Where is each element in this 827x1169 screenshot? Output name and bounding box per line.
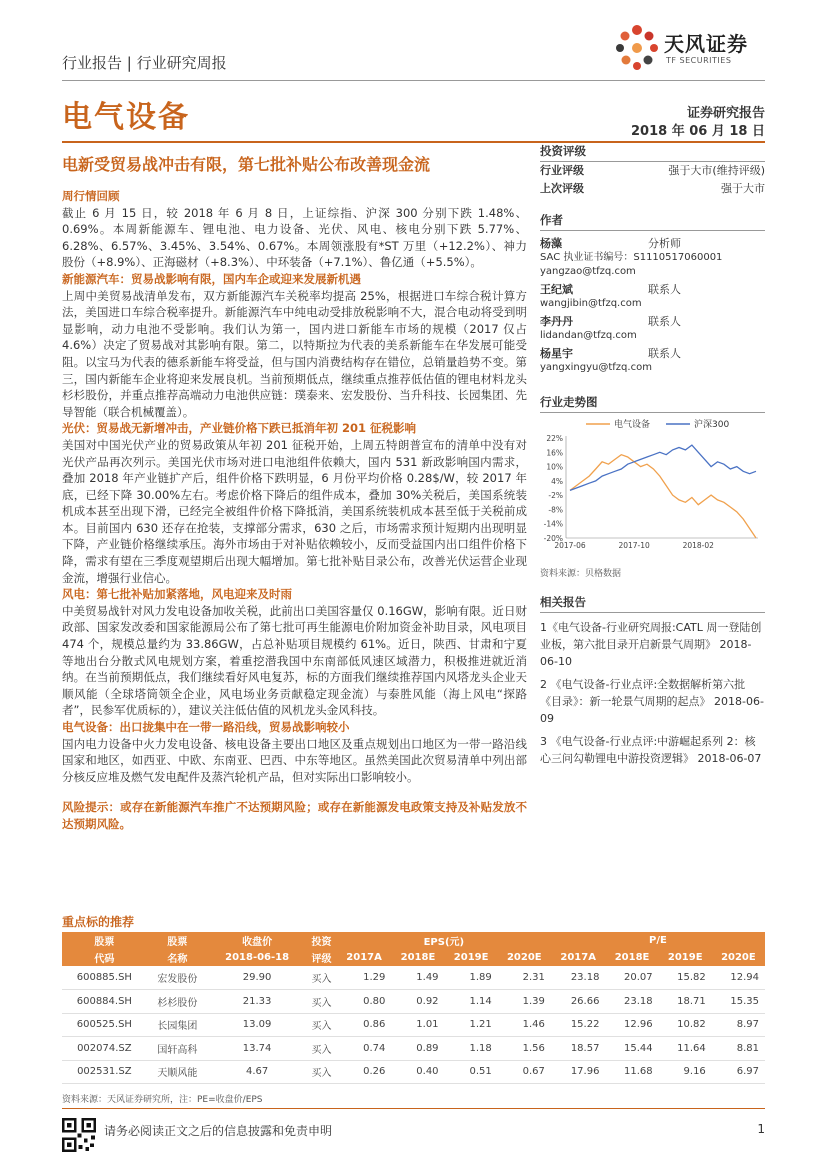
table-row [62, 1037, 765, 1061]
author-email[interactable]: yangxingyu@tfzq.com [540, 362, 652, 373]
related-item[interactable]: 3 《电气设备-行业点评:中游崛起系列 2：核心三问勾勒锂电中游投资逻辑》 2018-06-07 [540, 735, 762, 765]
table-row [62, 1060, 765, 1084]
author-item: 杨星宇 联系人 yangxingyu@tfzq.com [540, 347, 765, 375]
logo-text-en: TF SECURITIES [666, 56, 732, 65]
table-cell: 29.90 [208, 966, 306, 990]
table-cell: 15.22 [551, 1013, 606, 1037]
table-row [62, 990, 765, 1014]
table-cell: 1.56 [498, 1037, 551, 1061]
table-cell: 11.64 [659, 1037, 712, 1061]
table-cell: 15.44 [605, 1037, 658, 1061]
table-cell: 4.67 [208, 1060, 306, 1084]
table-cell: 17.96 [551, 1060, 606, 1084]
trend-title: 行业走势图 [540, 395, 598, 409]
table-cell: 1.49 [391, 966, 444, 990]
trend-box [540, 394, 765, 413]
main-body [62, 188, 527, 833]
table-cell: 11.68 [605, 1060, 658, 1084]
doc-kind: 证券研究报告 [686, 106, 765, 121]
table-cell: 长园集团 [147, 1013, 208, 1037]
disclaimer-notice: 请务必阅读正文之后的信息披露和免责申明 [104, 1124, 333, 1138]
y-tick-label: 16% [546, 448, 563, 458]
table-cell: 国轩高科 [147, 1037, 208, 1061]
header-divider [62, 80, 765, 81]
report-date: 2018 年 06 月 18 日 [631, 124, 765, 139]
table-cell: 宏发股份 [147, 966, 208, 990]
section-title: 风电：第七批补贴加紧落地，风电迎来及时雨 [62, 587, 292, 602]
table-cell: 0.89 [391, 1037, 444, 1061]
table-header-row: 代码 名称 2018-06-18 评级 2017A 2018E 2019E 2020E 2017A 2018E 2019E 2020E [62, 949, 765, 966]
table-cell: 600525.SH [62, 1013, 147, 1037]
table-cell: 1.18 [445, 1037, 498, 1061]
section-title: 电气设备：出口拢集中在一带一路沿线，贸易战影响较小 [62, 720, 350, 734]
table-cell: 1.01 [391, 1013, 444, 1037]
table-row [62, 966, 765, 990]
prev-rating: 上次评级 强于大市 [540, 182, 765, 195]
authors-title: 作者 [540, 213, 563, 227]
section-title: 新能源汽车：贸易战影响有限，国内车企或迎来发展新机遇 [62, 271, 361, 286]
table-cell: 15.82 [659, 966, 712, 990]
table-cell: 18.57 [551, 1037, 606, 1061]
table-cell: 1.21 [445, 1013, 498, 1037]
table-cell: 600884.SH [62, 990, 147, 1014]
table-cell: 8.97 [712, 1013, 765, 1037]
risk-notice: 风险提示：或存在新能源汽车推广不达预期风险；或存在新能源发电政策支持及补贴发放不达预期风险。 [62, 800, 527, 831]
rating-title: 投资评级 [540, 144, 586, 158]
table-cell: 15.35 [712, 990, 765, 1014]
author-email[interactable]: lidandan@tfzq.com [540, 330, 637, 341]
table-cell: 6.97 [712, 1060, 765, 1084]
table-cell: 13.09 [208, 1013, 306, 1037]
table-cell: 1.29 [337, 966, 392, 990]
table-cell: 20.07 [605, 966, 658, 990]
footer-divider [62, 1108, 765, 1109]
section-title: 周行情回顾 [62, 189, 120, 203]
table-cell: 买入 [306, 1037, 337, 1061]
table-cell: 002074.SZ [62, 1037, 147, 1061]
table-header-row: 股票 股票 收盘价 投资 EPS(元) P/E [62, 932, 765, 949]
trend-chart [540, 414, 765, 564]
table-cell: 0.26 [337, 1060, 392, 1084]
table-cell: 26.66 [551, 990, 606, 1014]
legend-label: 沪深300 [694, 420, 730, 430]
author-item: 李丹丹 联系人 lidandan@tfzq.com [540, 315, 765, 343]
table-source: 资料来源：天风证券研究所，注：PE=收盘价/EPS [62, 1095, 263, 1105]
related-box [540, 594, 765, 767]
y-tick-label: -8% [548, 505, 563, 515]
table-cell: 1.46 [498, 1013, 551, 1037]
y-tick-label: -14% [543, 519, 563, 529]
author-email[interactable]: wangjibin@tfzq.com [540, 298, 642, 309]
table-cell: 1.14 [445, 990, 498, 1014]
y-tick-label: 10% [546, 462, 563, 472]
sector-title: 电气设备 [62, 100, 190, 135]
table-cell: 8.81 [712, 1037, 765, 1061]
x-tick-label: 2017-10 [618, 541, 650, 550]
table-cell: 18.71 [659, 990, 712, 1014]
table-row [62, 1013, 765, 1037]
table-cell: 23.18 [605, 990, 658, 1014]
legend-label: 电气设备 [614, 420, 651, 430]
report-headline: 电新受贸易战冲击有限，第七批补贴公布改善现金流 [62, 155, 431, 174]
table-cell: 21.33 [208, 990, 306, 1014]
table-cell: 杉杉股份 [147, 990, 208, 1014]
rating-box [540, 143, 765, 198]
x-tick-label: 2017-06 [554, 541, 586, 550]
related-item[interactable]: 2 《电气设备-行业点评:全数据解析第六批《目录》：新一轮景气周期的起点》 2018-06-09 [540, 678, 764, 725]
company-logo [612, 22, 772, 72]
table-cell: 2.31 [498, 966, 551, 990]
table-cell: 买入 [306, 1013, 337, 1037]
trend-chart-svg [540, 414, 765, 564]
table-cell: 9.16 [659, 1060, 712, 1084]
author-item: 杨藻 分析师 SAC 执业证书编号：S1110517060001 yangzao@tfzq.com [540, 237, 765, 279]
related-item[interactable]: 1《电气设备-行业研究周报:CATL 周一登陆创业板，第六批目录开启新景气周期》 2018-06-10 [540, 621, 762, 668]
table-cell: 买入 [306, 990, 337, 1014]
section-text: 美国对中国光伏产业的贸易政策从年初 201 征税开始，上周五特朗普宣布的清单中没有对光伏产品再次列示。美国光伏市场对进口电池组件依赖大，国内 531 新政影响国内需求，叠加 2018 年产业链扩产后，组件价格下跌明显，6 月份平均价格 0.28$/W，较 2017 年底，已经下降 30.00%左右。考虑价格下降后的组件成本，叠加 30%关税后，美国系统装机成本甚至出现下滑，已经完全被组件价格下降抵消，美国系统装机成本甚至低于关税前成本。目前国内 630 还存在抢装，支撑部分需求，630 之后，市场需求预计短期内出现明显下降，产业链价格继续承压。海外市场由于对补贴依赖较小，反而受益国内出口组件价格下降，需求有望在三季度观望期后出现大幅增加。第七批补贴目录公布，改善光伏运营企业现金流，增强行业信心。 [62, 437, 527, 585]
related-title: 相关报告 [540, 595, 586, 609]
y-tick-label: -2% [548, 491, 563, 501]
section-text: 截止 6 月 15 日，较 2018 年 6 月 8 日，上证综指、沪深 300 分别下跌 1.48%、0.69%。本周新能源车、锂电池、电力设备、光伏、风电、核电分别下跌 5.77%、6.28%、6.57%、3.45%、3.54%、0.67%。本周领涨股有*ST 万里（+12.2%）、神力股份（+8.9%）、正海磁材（+8.3%）、中环装备（+7.1%）、鲁亿通（+5.5%）。 [62, 205, 527, 270]
table-title: 重点标的推荐 [62, 915, 135, 929]
logo-mark-icon [612, 22, 662, 72]
table-cell: 12.94 [712, 966, 765, 990]
logo-text: 天风证券 [664, 32, 748, 56]
page-number: 1 [757, 1122, 765, 1136]
table-cell: 0.51 [445, 1060, 498, 1084]
y-tick-label: 4% [551, 476, 563, 486]
series-line [570, 445, 756, 490]
qr-code-icon [62, 1118, 96, 1152]
author-item: 王纪斌 联系人 wangjibin@tfzq.com [540, 283, 765, 311]
table-cell: 002531.SZ [62, 1060, 147, 1084]
table-cell: 13.74 [208, 1037, 306, 1061]
stock-table [62, 932, 765, 1084]
table-cell: 12.96 [605, 1013, 658, 1037]
industry-rating: 行业评级 强于大市(维持评级) [540, 164, 765, 177]
authors-box [540, 212, 765, 375]
chart-source: 资料来源：贝格数据 [540, 569, 622, 579]
author-email[interactable]: yangzao@tfzq.com [540, 266, 636, 277]
section-text: 上周中美贸易战清单发布，双方新能源汽车关税率均提高 25%，根据进口车综合税计算方法，美国进口车综合税率提升。新能源汽车中纯电动受排放税影响不大，混合电动将受到明显影响，动力电池不受影响。我们认为第一，国内进口新能车市场的规模（2017 仅占 4.6%）决定了贸易战对其影响有限。第二，以特斯拉为代表的美系新能车在华发展可能受阻。以宝马为代表的德系新能车将受益，但与国内消费结构存在错位，总销量趋势不变。第三，国内新能车企业将迎来发展良机。当前预期低点，继续重点推荐低估值的锂电材料龙头杉杉股份，并重点推荐高端动力电池供应链：璞泰来、宏发股份、当升科技、长园集团、先导智能（联合机械覆盖）。 [62, 288, 527, 419]
x-tick-label: 2018-02 [682, 541, 714, 550]
table-cell: 600885.SH [62, 966, 147, 990]
table-cell: 0.40 [391, 1060, 444, 1084]
table-cell: 0.86 [337, 1013, 392, 1037]
y-tick-label: -20% [543, 534, 563, 543]
table-cell: 10.82 [659, 1013, 712, 1037]
section-text: 国内电力设备中火力发电设备、核电设备主要出口地区及重点规划出口地区为一带一路沿线国家和地区，如西亚、中欧、东南亚、巴西、中东等地区。虽然美国此次贸易清单中列出部分核反应堆及燃气发电配件及蒸汽轮机产品，但对实际出口影响较小。 [62, 736, 527, 784]
table-cell: 23.18 [551, 966, 606, 990]
table-cell: 1.39 [498, 990, 551, 1014]
table-cell: 1.89 [445, 966, 498, 990]
section-text: 中美贸易战针对风力发电设备加收关税，此前出口美国容量仅 0.16GW，影响有限。近日财政部、国家发改委和国家能源局公布了第七批可再生能源电价附加资金补助目录，风电项目 474 个，规模总量约为 33.86GW，占总补贴项目规模约 61%。近日，陕西、甘肃和宁夏等地出台分散式风电规划方案，着重挖潜我国中东南部低风速区域潜力，积极推进就近消纳。在当前预期低点，我们继续看好风电复苏，标的方面我们继续推荐国内风塔龙头企业天顺风能（全球塔筒领全企业，风电场业务贡献稳定现金流）与泰胜风能（海上风电“探路者”，民参军优质标的），建议关注低估值的风机龙头金风科技。 [62, 603, 527, 718]
table-cell: 0.67 [498, 1060, 551, 1084]
table-cell: 0.80 [337, 990, 392, 1014]
table-cell: 买入 [306, 1060, 337, 1084]
report-type: 行业报告 | 行业研究周报 [62, 54, 227, 72]
table-cell: 天顺风能 [147, 1060, 208, 1084]
y-tick-label: 22% [546, 434, 563, 443]
section-title: 光伏：贸易战无新增冲击，产业链价格下跌已抵消年初 201 征税影响 [62, 421, 417, 436]
table-cell: 0.74 [337, 1037, 392, 1061]
table-cell: 0.92 [391, 990, 444, 1014]
table-cell: 买入 [306, 966, 337, 990]
